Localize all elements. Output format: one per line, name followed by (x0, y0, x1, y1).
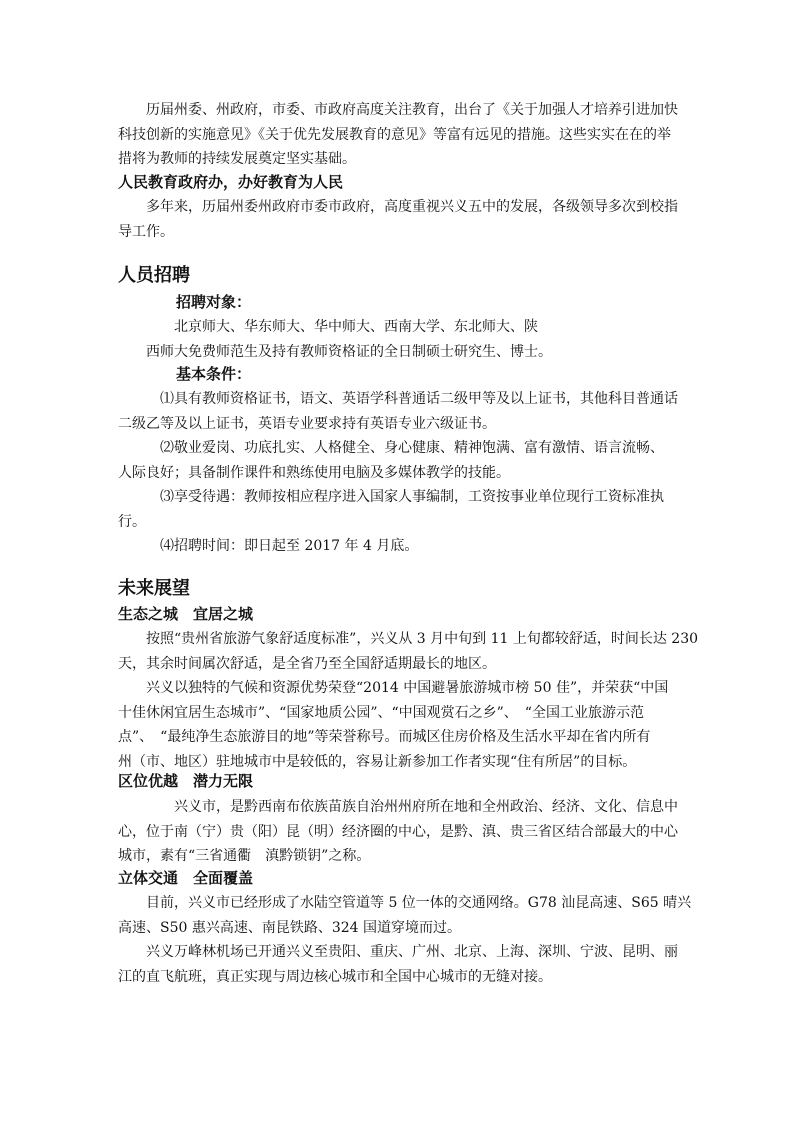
text-line: 措将为教师的持续发展奠定坚实基础。 (118, 151, 356, 167)
text-line: 科技创新的实施意见》《关于优先发展教育的意见》等富有远见的措施。这些实实在在的举 (118, 126, 671, 143)
recruit-target-label: 招聘对象： (176, 293, 252, 311)
intro-paragraph-2 (118, 195, 678, 244)
text-line: 目前，兴义市已经形成了水陆空管道等 5 位一体的交通网络。G78 汕昆高速、S65 晴兴 (146, 895, 692, 911)
recruit-conditions-label: 基本条件： (176, 365, 252, 383)
text-line: 心，位于南（宁）贵（阳）昆（明）经济圈的中心，是黔、滇、贵三省区结合部最大的中心 (118, 823, 678, 840)
future-heading-ecology: 生态之城 宜居之城 (118, 605, 254, 623)
text-line: 北京师大、华东师大、华中师大、西南大学、东北师大、陕 (174, 319, 538, 335)
future-transport-paragraph-2 (118, 940, 678, 989)
text-line: 江的直飞航班，真正实现与周边核心城市和全国中心城市的无缝对接。 (118, 968, 552, 985)
text-line: 点”、 “最纯净生态旅游目的地”等荣誉称号。而城区住房价格及生活水平却在省内所有 (118, 729, 651, 745)
recruit-target-text (146, 315, 552, 364)
future-transport-paragraph-1 (118, 891, 691, 940)
recruit-condition-3 (118, 485, 664, 534)
text-line: ⑷招聘时间：即日起至 2017 年 4 月底。 (160, 538, 419, 554)
text-line: 城市，素有“三省通衢 滇黔锁钥”之称。 (118, 848, 371, 864)
text-line: 人际良好；具备制作课件和熟练使用电脑及多媒体教学的技能。 (118, 464, 510, 481)
intro-paragraph-1 (118, 98, 678, 172)
text-line: 按照“贵州省旅游气象舒适度标准”，兴义从 3 月中旬到 11 上旬都较舒适，时间长达 230 (146, 631, 699, 647)
text-line: ⑵敬业爱岗、功底扎实、人格健全、身心健康、精神饱满、富有激情、语言流畅、 (160, 440, 664, 456)
text-line: 西师大免费师范生及持有教师资格证的全日制硕士研究生、博士。 (146, 343, 552, 360)
text-line: 兴义以独特的气候和资源优势荣登“2014 中国避暑旅游城市榜 50 佳”，并荣获“中国 (146, 680, 669, 696)
text-line: 历届州委、州政府，市委、市政府高度关注教育，出台了《关于加强人才培养引进加快 (146, 102, 678, 118)
text-line: 高速、S50 惠兴高速、南昆铁路、324 国道穿境而过。 (118, 919, 462, 936)
future-ecology-paragraph-2 (118, 676, 668, 774)
text-line: 二级乙等及以上证书，英语专业要求持有英语专业六级证书。 (118, 415, 496, 432)
future-location-paragraph (118, 795, 678, 869)
section-title-recruit: 人员招聘 (118, 265, 190, 286)
text-line: 十佳休闲宜居生态城市”、“国家地质公园”、“中国观赏石之乡”、 “全国工业旅游示范 (118, 704, 644, 721)
future-heading-location: 区位优越 潜力无限 (118, 772, 254, 790)
text-line: 导工作。 (118, 223, 174, 240)
section-title-future: 未来展望 (118, 578, 190, 599)
text-line: 多年来，历届州委州政府市委市政府，高度重视兴义五中的发展，各级领导多次到校指 (146, 199, 678, 215)
text-line: 兴义万峰林机场已开通兴义至贵阳、重庆、广州、北京、上海、深圳、宁波、昆明、丽 (146, 944, 678, 960)
future-heading-transport: 立体交通 全面覆盖 (118, 869, 254, 887)
text-line: ⑶享受待遇：教师按相应程序进入国家人事编制，工资按事业单位现行工资标准执 (160, 489, 664, 505)
recruit-condition-2 (118, 436, 664, 485)
intro-heading: 人民教育政府办，办好教育为人民 (118, 173, 344, 191)
text-line: 天，其余时间属次舒适，是全省乃至全国舒适期最长的地区。 (118, 655, 496, 672)
text-line: 兴义市，是黔西南布依族苗族自治州州府所在地和全州政治、经济、文化、信息中 (174, 799, 678, 815)
text-line: 州（市、地区）驻地城市中是较低的，容易让新参加工作者实现“住有所居”的目标。 (118, 753, 637, 770)
recruit-condition-4 (118, 534, 418, 559)
recruit-condition-1 (118, 387, 678, 436)
future-ecology-paragraph-1 (118, 627, 698, 676)
text-line: 行。 (118, 513, 146, 530)
text-line: ⑴具有教师资格证书，语文、英语学科普通话二级甲等及以上证书，其他科目普通话 (160, 391, 678, 407)
